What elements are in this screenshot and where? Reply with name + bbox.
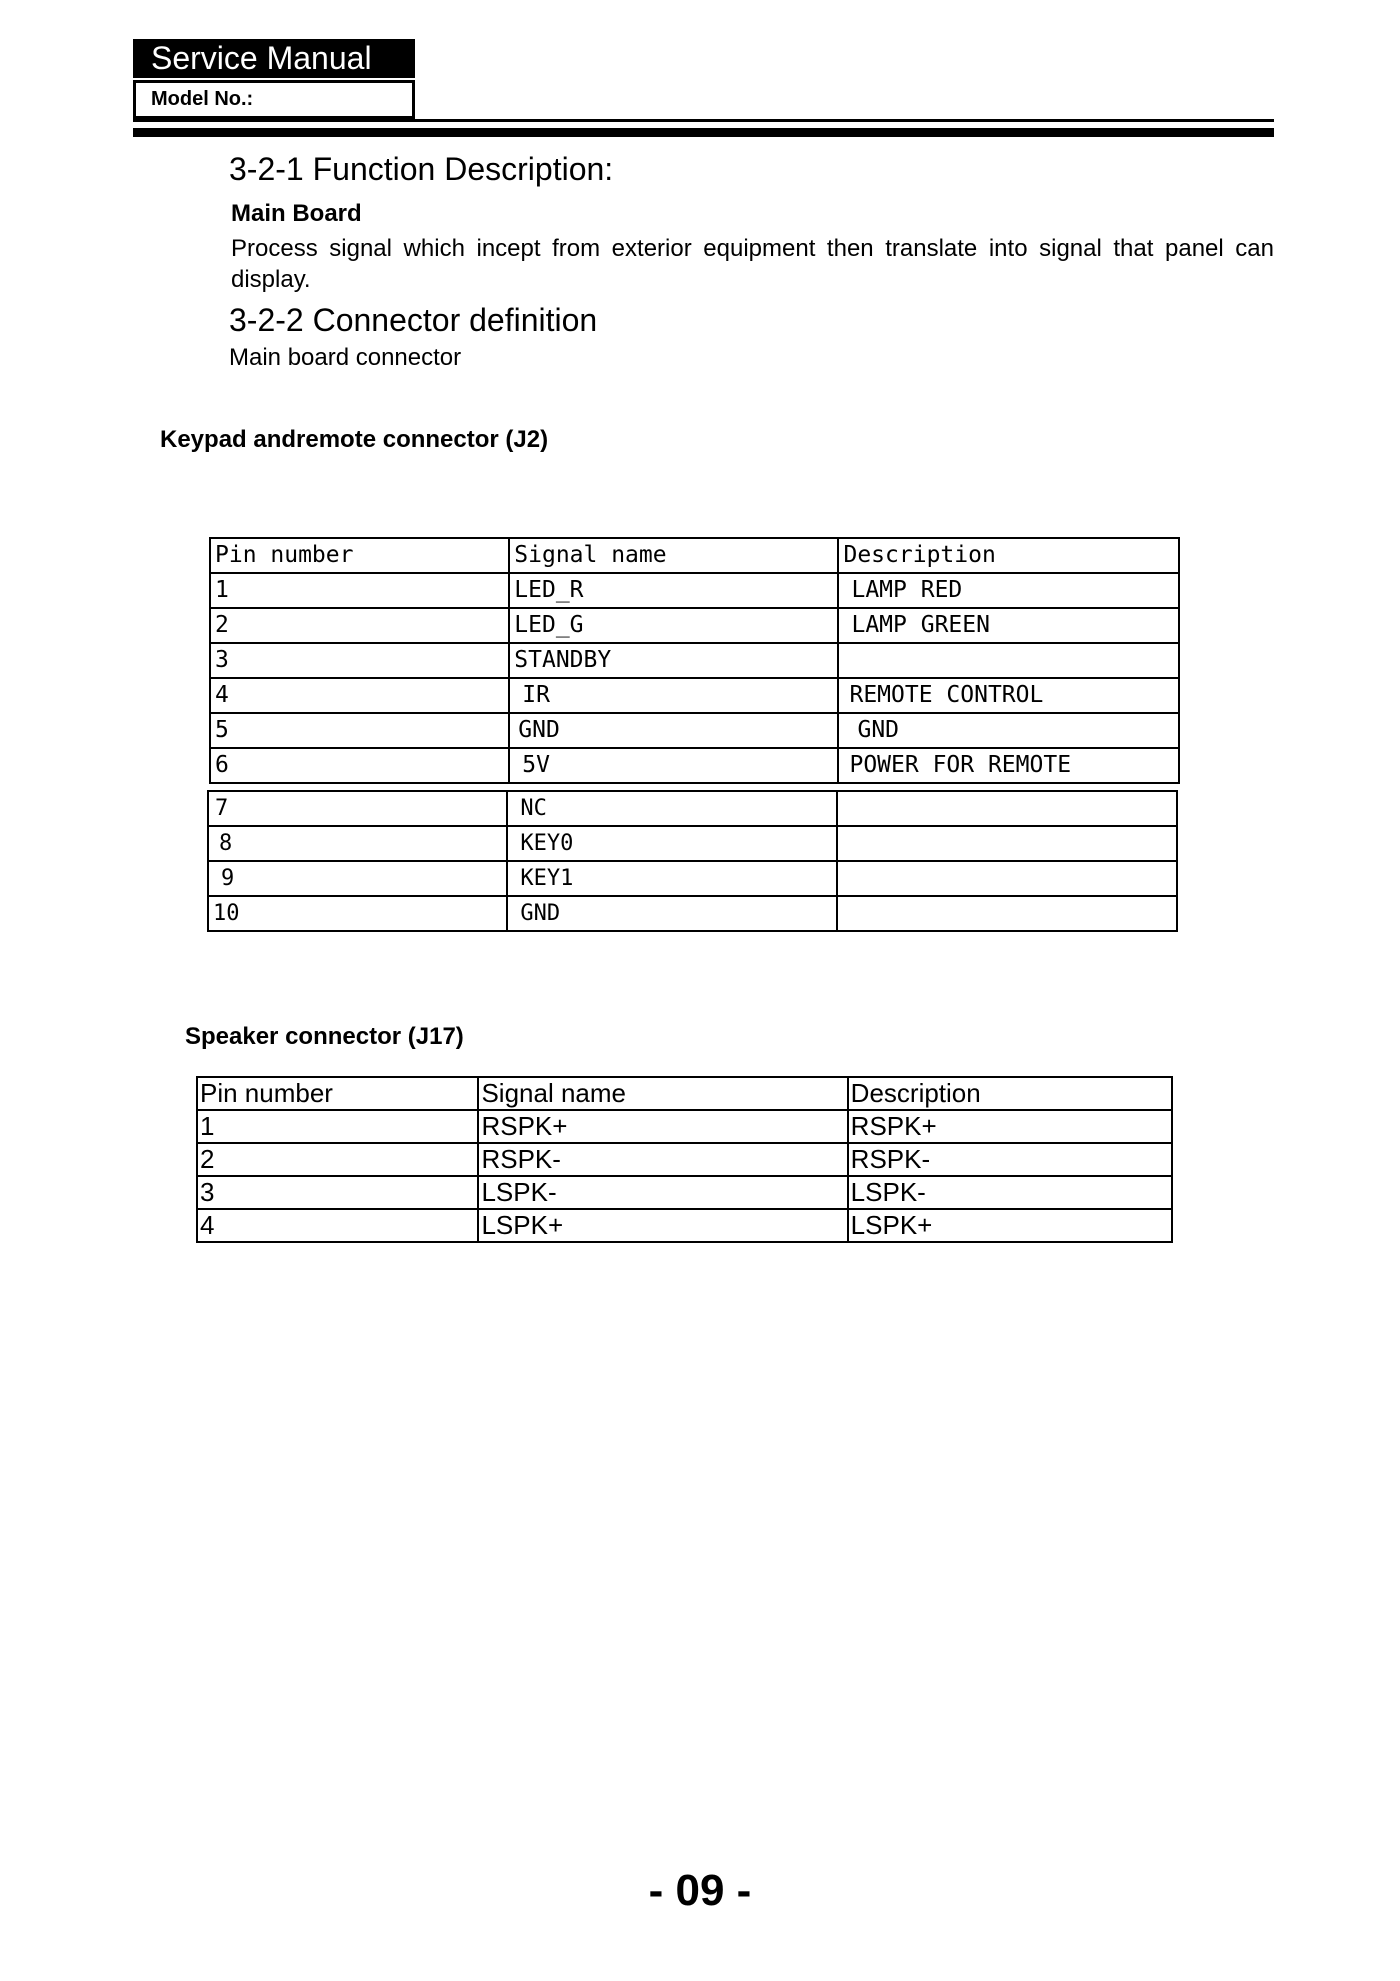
signal-cell: RSPK+ — [478, 1110, 847, 1143]
description-cell: LSPK- — [848, 1176, 1172, 1209]
pin-cell: 7 — [208, 791, 507, 826]
signal-cell: LED_R — [509, 573, 838, 608]
table-row — [210, 643, 1179, 678]
pin-cell: 5 — [210, 713, 509, 748]
table-row — [208, 896, 1177, 931]
table-row — [197, 1143, 1172, 1176]
header-cell: Pin number — [197, 1077, 478, 1110]
description-cell: LAMP RED — [838, 573, 1179, 608]
keypad-connector-title: Keypad andremote connector (J2) — [160, 426, 549, 453]
signal-cell: KEY0 — [507, 826, 836, 861]
pin-cell: 9 — [208, 861, 507, 896]
speaker-connector-table — [196, 1076, 1173, 1243]
pin-cell: 1 — [210, 573, 509, 608]
main-board-connector-label: Main board connector — [229, 344, 462, 371]
table-row — [197, 1176, 1172, 1209]
signal-cell: RSPK- — [478, 1143, 847, 1176]
header-cell: Description — [848, 1077, 1172, 1110]
manual-title: Service Manual — [133, 39, 415, 78]
table-header-row — [197, 1077, 1172, 1110]
speaker-connector-title: Speaker connector (J17) — [185, 1023, 464, 1050]
main-board-description: Process signal which incept from exterior equipment then translate into signal that panel can display. — [231, 235, 1274, 293]
pin-cell: 4 — [197, 1209, 478, 1242]
description-cell — [837, 826, 1177, 861]
pin-cell: 2 — [197, 1143, 478, 1176]
header-cell: Description — [838, 538, 1179, 573]
description-cell: RSPK+ — [848, 1110, 1172, 1143]
signal-cell: KEY1 — [507, 861, 836, 896]
table-row — [208, 861, 1177, 896]
header-rule-thin — [133, 119, 1274, 122]
signal-cell: IR — [509, 678, 838, 713]
pin-cell: 8 — [208, 826, 507, 861]
description-cell: REMOTE CONTROL — [838, 678, 1179, 713]
page-number: - 09 - — [648, 1866, 752, 1915]
signal-cell: STANDBY — [509, 643, 838, 678]
main-board-subheading: Main Board — [231, 200, 362, 227]
table-row — [210, 713, 1179, 748]
pin-cell: 1 — [197, 1110, 478, 1143]
table-row — [208, 826, 1177, 861]
section-322-heading: 3-2-2 Connector definition — [229, 302, 598, 338]
pin-cell: 4 — [210, 678, 509, 713]
description-cell — [837, 861, 1177, 896]
table-row — [210, 608, 1179, 643]
header-rule-thick — [133, 128, 1274, 137]
description-cell: LSPK+ — [848, 1209, 1172, 1242]
header-cell: Signal name — [478, 1077, 847, 1110]
section-321-heading: 3-2-1 Function Description: — [229, 151, 614, 187]
table-header-row — [210, 538, 1179, 573]
model-number-label: Model No.: — [133, 80, 415, 119]
table-row — [210, 748, 1179, 783]
table-row — [210, 573, 1179, 608]
pin-cell: 3 — [210, 643, 509, 678]
pin-cell: 2 — [210, 608, 509, 643]
header-cell: Signal name — [509, 538, 838, 573]
table-row — [210, 678, 1179, 713]
table-row — [197, 1110, 1172, 1143]
description-cell: LAMP GREEN — [838, 608, 1179, 643]
signal-cell: LSPK+ — [478, 1209, 847, 1242]
description-cell: POWER FOR REMOTE — [838, 748, 1179, 783]
pin-cell: 6 — [210, 748, 509, 783]
pin-cell: 10 — [208, 896, 507, 931]
description-cell — [837, 791, 1177, 826]
table-row — [197, 1209, 1172, 1242]
description-cell — [837, 896, 1177, 931]
description-cell: RSPK- — [848, 1143, 1172, 1176]
signal-cell: 5V — [509, 748, 838, 783]
description-cell — [838, 643, 1179, 678]
header-cell: Pin number — [210, 538, 509, 573]
table-row — [208, 791, 1177, 826]
description-cell: GND — [838, 713, 1179, 748]
signal-cell: LSPK- — [478, 1176, 847, 1209]
signal-cell: NC — [507, 791, 836, 826]
signal-cell: GND — [507, 896, 836, 931]
keypad-connector-table-continued — [207, 790, 1178, 932]
pin-cell: 3 — [197, 1176, 478, 1209]
signal-cell: GND — [509, 713, 838, 748]
keypad-connector-table — [209, 537, 1180, 784]
signal-cell: LED_G — [509, 608, 838, 643]
